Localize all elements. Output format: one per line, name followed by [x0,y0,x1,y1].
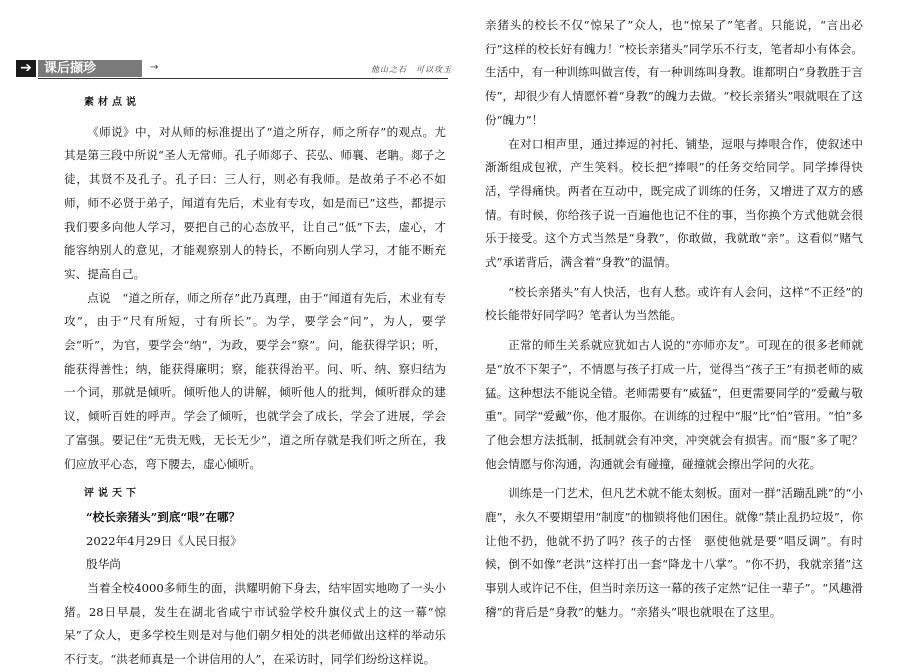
right-column [485,14,863,625]
article-date: 2022年4月29日《人民日报》 [86,533,242,548]
paragraph-dianshuo: 点说 “道之所存，师之所存”此乃真理，由于“闻道有先后，术业有专攻”，由于“尺有所短，寸有所长”。为学，要学会“问”，为人，要学会“听”，为官，要学会“纳”，为政，要学会“察”。问，能获得学识；听，能获得善性；纳，能获得廉明；察，能获得治平。问、听、纳、察归结为一个词，那就是倾听。倾听他人的讲解，倾听他人的批判，倾听群众的建议，倾听百姓的呼声。学会了倾听，也就学会了成长，学会了进展，学会了富强。要记住“无贵无贱，无长无少”，道之所存就是我们听之所在，我们应放平心态，弯下腰去，虚心倾听。 [64,290,446,471]
arrow-right-icon: ➔ [16,60,36,77]
article-title: “校长亲猪头”到底“哏”在哪？ [86,509,241,524]
paragraph-relationship: 正常的师生关系就应犹如古人说的“亦师亦友”。可现在的很多老师就是“放不下架子”，不情愿与孩子打成一片，觉得当“孩子王”有损老师的威猛。这种想法不能说全错。老师需要有“威猛”，但更需要同学的“爱戴与敬重”。同学“爱戴”你，他才服你。在训练的过程中“服”比“怕”管用。“怕”多了他会想方法抵制，抵制就会有冲突，冲突就会有损害。而“服”多了呢？他会情愿与你沟通，沟通就会有碰撞，碰撞就会擦出学问的火花。 [485,338,863,471]
paragraph-question: “校长亲猪头”有人快活，也有人愁。或许有人会问，这样“不正经”的校长能带好同学吗？笔者认为当然能。 [485,284,863,323]
header-motto: 他山之石 可以攻玉 [371,65,452,74]
section-heading-commentary: 评说天下 [84,488,140,500]
header-label: 课后撷珍 [38,60,142,77]
paragraph-crosstalk: 在对口相声里，通过捧逗的衬托、铺垫，逗哏与捧哏合作，使叙述中渐渐组成包袱，产生笑料。校长把“捧哏”的任务交给同学。同学捧得快活，学得痛快。两者在互动中，既完成了训练的任务，又增进了双方的感情。有时候，你给孩子说一百遍他也记不住的事，当你换个方式他就会很乐于接受。这个方式当然是“身教”，你敢做，我就敢“亲”。这看似“赌气式”承诺背后，满含着“身教”的温情。 [485,136,863,270]
section-heading-material: 素材点说 [84,97,140,108]
article-author: 殷华尚 [86,557,121,572]
left-column [64,91,446,672]
paragraph-shishuo: 《师说》中，对从师的标准提出了“道之所存，师之所存”的观点。尤其是第三段中所说“圣人无常师。孔子师郯子、苌弘、师襄、老聃。郯子之徒，其贤不及孔子。孔子曰：三人行，则必有我师。是故弟子不必不如师，师不必贤于弟子，闻道有先后，术业有专攻，如是而已”这些，都提示我们要多向他人学习，要把自己的心态放平，让自己“低”下去，虚心，才能容纳别人的意见，才能观察别人的特长，不断向别人学习，才能不断充实、提高自己。 [64,124,446,281]
paragraph-continued: 亲猪头的校长不仅“惊呆了”众人，也“惊呆了”笔者。只能说，“言出必行”这样的校长好有魄力！“校长亲猪头”同学乐不行支，笔者却小有体会。生活中，有一种训练叫做言传，有一种训练叫身教。谁都明白“身教胜于言传”，却很少有人情愿怀着“身教”的魄力去做。“校长亲猪头”哏就哏在了这份“魄力”！ [485,18,863,127]
header-deco-arrow: → [150,62,159,73]
section-header [16,58,452,80]
paragraph-intro: 当着全校4000多师生的面，洪耀明俯下身去，结牢固实地吻了一头小猪。28日早晨，发生在湖北省咸宁市试验学校升旗仪式上的这一幕“惊呆”了众人，更多学校生则是对与他们朝夕相处的洪老师做出这样的举动乐不行支。“洪老师真是一个讲信用的人”，在采访时，同学们纷纷这样说。 [64,581,446,667]
paragraph-art: 训练是一门艺术，但凡艺术就不能太刻板。面对一群“活蹦乱跳”的“小鹿”，永久不要期望用“制度”的枷锁将他们困住。就像“禁止乱扔垃圾”，你让他不扔，他就不扔了吗？孩子的古怪 驱使他就是要“唱反调”。有时候，倒不如像“老洪”这样打出一套“降龙十八掌”。“你不扔，我就亲猪”这事别人或许记不住，但当时亲历这一幕的孩子定然“记住一辈子”。“风趣滑稽”的背后是“身教”的魅力。“亲猪头”哏也就哏在了这里。 [485,486,863,619]
header-rule [38,78,448,79]
